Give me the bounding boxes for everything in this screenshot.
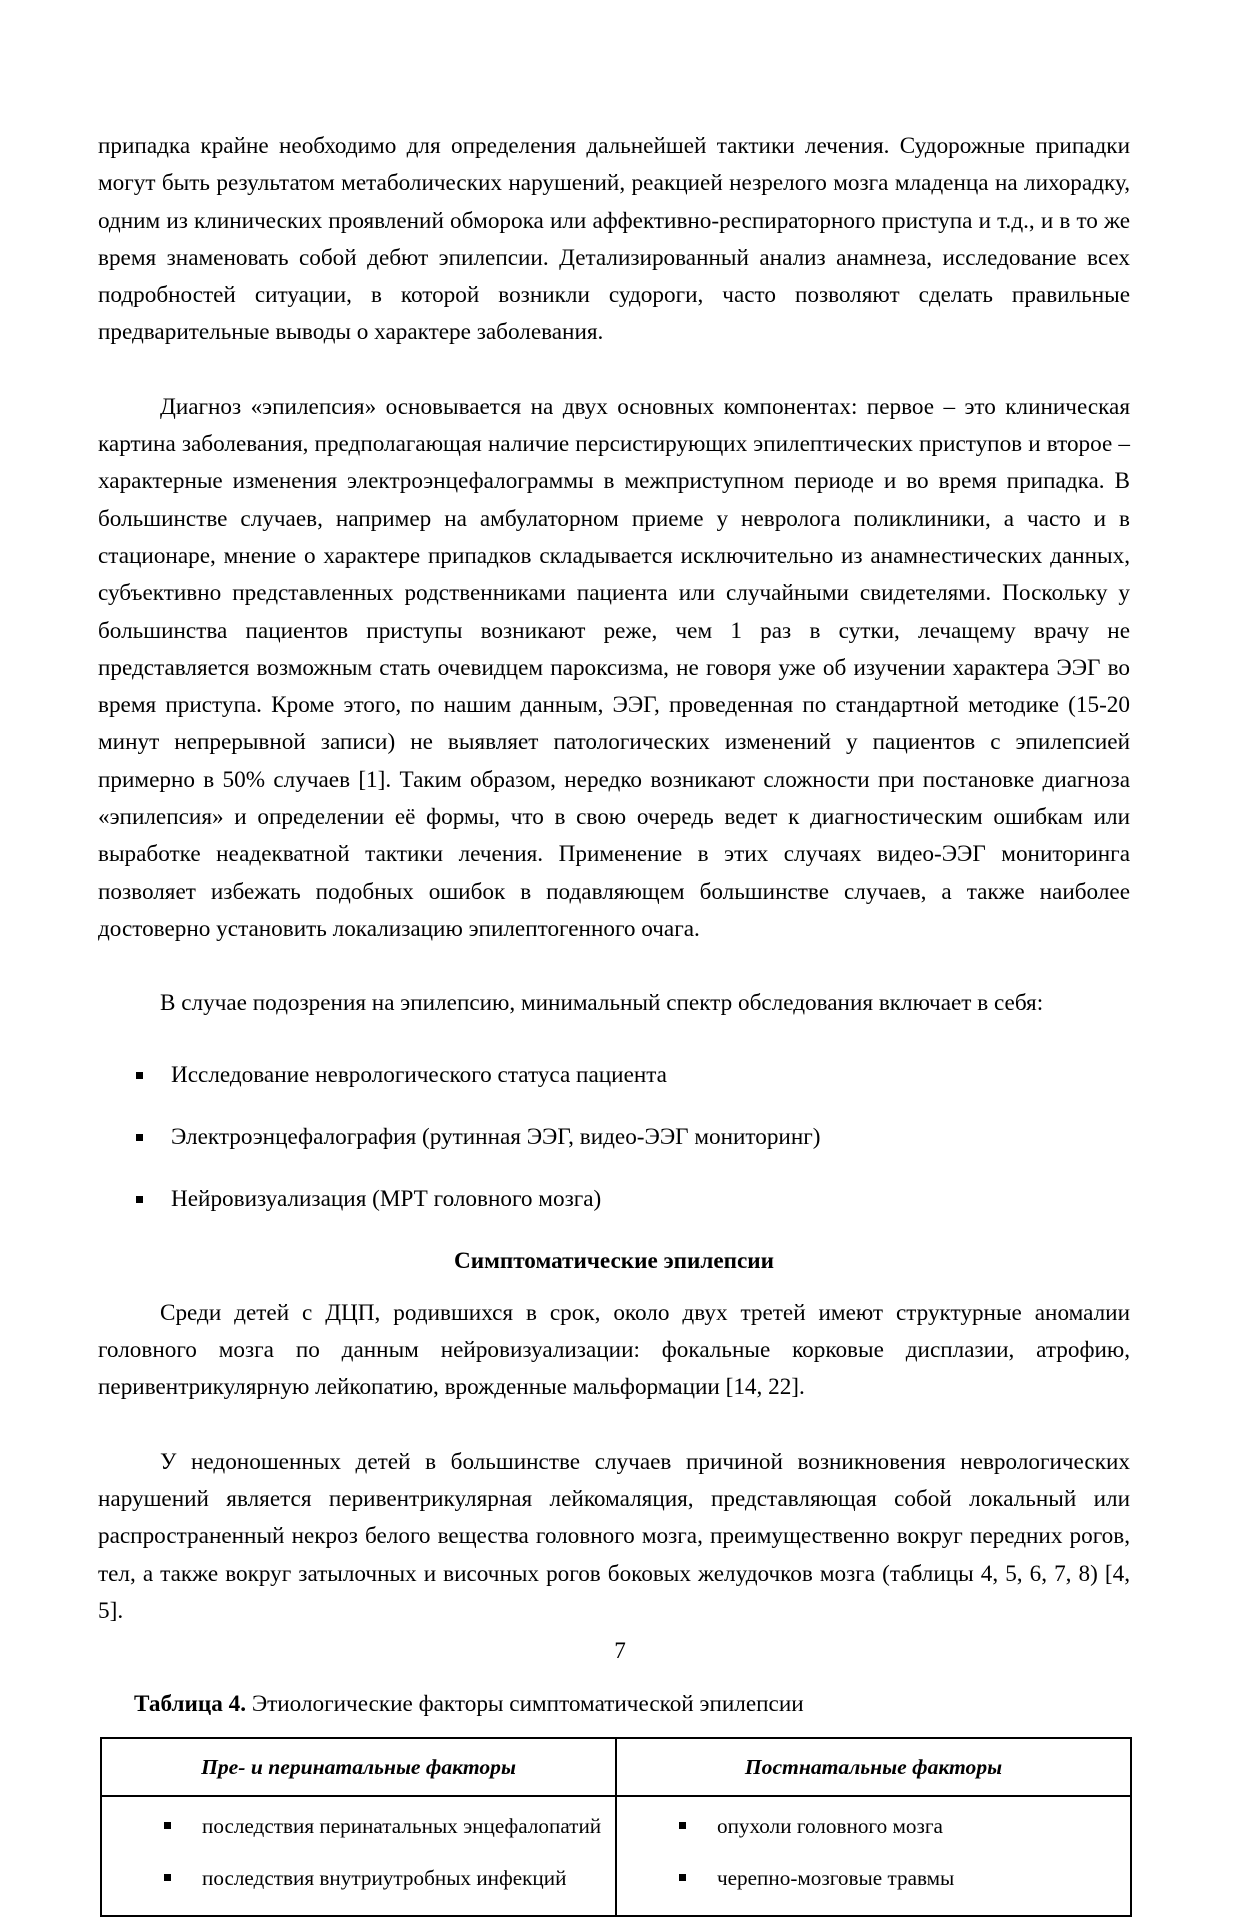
table-header-postnatal: Постнатальные факторы [616,1738,1131,1796]
list-item-label: последствия внутриутробных инфекций [202,1866,567,1891]
list-item-label: опухоли головного мозга [717,1814,943,1839]
paragraph-3: В случае подозрения на эпилепсию, минимальный спектр обследования включает в себя: [160,990,1044,1017]
table-caption-lead: Таблица 4. [134,1691,247,1718]
list-item-label: последствия перинатальных энцефалопатий [202,1814,602,1839]
square-bullet-icon [136,1196,143,1203]
table-body [101,1796,1131,1916]
page-number: 7 [614,1638,626,1664]
table-header-prenatal: Пре- и перинатальные факторы [101,1738,616,1796]
square-bullet-icon [136,1134,143,1141]
table-head [101,1738,1131,1796]
table-row [101,1796,1131,1916]
paragraph-4: Среди детей с ДЦП, родившихся в срок, около двух третей имеют структурные аномалии головного мозга по данным нейровизуализации: фокальные корковые дисплазии, атрофию, перивентрикулярную лейкопатию, врожденные мальформации [14, 22]. [98,1299,1130,1401]
paragraph-2: Диагноз «эпилепсия» основывается на двух основных компонентах: первое – это клиническая картина заболевания, предполагающая наличие персистирующих эпилептических приступов и второе – характерные изменения электроэнцефалограммы в межприступном периоде и во время припадка. В большинстве случаев, например на амбулаторном приеме у невролога поликлиники, а часто и в стационаре, мнение о характере припадков складывается исключительно из анамнестических данных, субъективно представленных родственниками пациента или случайными свидетелями. Поскольку у большинства пациентов приступы возникают реже, чем 1 раз в сутки, лечащему врачу не представляется возможным стать очевидцем пароксизма, не говоря уже об изучении характера ЭЭГ во время приступа. Кроме этого, по нашим данным, ЭЭГ, проведенная по стандартной методике (15-20 минут непрерывной записи) не выявляет патологических изменений у пациентов с эпилепсией примерно в 50% случаев [1]. Таким образом, нередко возникают сложности при постановке диагноза «эпилепсия» и определении её формы, что в свою очередь ведет к диагностическим ошибкам или выработке неадекватной тактики лечения. Применение в этих случаях видео-ЭЭГ мониторинга позволяет избежать подобных ошибок в подавляющем большинстве случаев, а также наиболее достоверно установить локализацию эпилептогенного очага. [98,393,1130,942]
table-cell-prenatal [101,1796,616,1916]
square-bullet-icon [679,1822,686,1829]
list-item [617,1811,1130,1841]
list-item-label: Исследование неврологического статуса пациента [171,1061,667,1088]
paragraph-5: У недоношенных детей в большинстве случаев причиной возникновения неврологических нарушений является перивентрикулярная лейкомаляция, представляющая собой локальный или распространенный некроз белого вещества головного мозга, преимущественно вокруг передних рогов, тел, а также вокруг затылочных и височных рогов боковых желудочков мозга (таблицы 4, 5, 6, 7, 8) [4, 5]. [98,1448,1130,1624]
etiological-factors-table [100,1737,1132,1917]
prenatal-factor-list [102,1811,615,1893]
list-item [98,1057,1130,1094]
list-item [98,1119,1130,1156]
list-item [98,1181,1130,1218]
list-item [102,1863,615,1893]
square-bullet-icon [164,1874,171,1881]
table-caption-rest: Этиологические факторы симптоматической эпилепсии [246,1691,804,1718]
square-bullet-icon [679,1874,686,1881]
list-item [102,1811,615,1841]
list-item-label: Электроэнцефалография (рутинная ЭЭГ, видео-ЭЭГ мониторинг) [171,1123,821,1150]
paragraph-1: припадка крайне необходимо для определения дальнейшей тактики лечения. Судорожные припадки могут быть результатом метаболических нарушений, реакцией незрелого мозга младенца на лихорадку, одним из клинических проявлений обморока или аффективно-респираторного приступа и т.д., и в то же время знаменовать собой дебют эпилепсии. Детализированный анализ анамнеза, исследование всех подробностей ситуации, в которой возникли судороги, часто позволяют сделать правильные предварительные выводы о характере заболевания. [98,133,1130,346]
section-heading: Симптоматические эпилепсии [453,1248,775,1275]
table-header-row [101,1738,1131,1796]
examination-list [98,1057,1130,1219]
table-cell-postnatal [616,1796,1131,1916]
list-item-label: Нейровизуализация (МРТ головного мозга) [171,1186,602,1213]
square-bullet-icon [136,1072,143,1079]
list-item-label: черепно-мозговые травмы [717,1866,955,1891]
square-bullet-icon [164,1822,171,1829]
list-item [617,1863,1130,1893]
postnatal-factor-list [617,1811,1130,1893]
table-caption [98,1686,1130,1723]
